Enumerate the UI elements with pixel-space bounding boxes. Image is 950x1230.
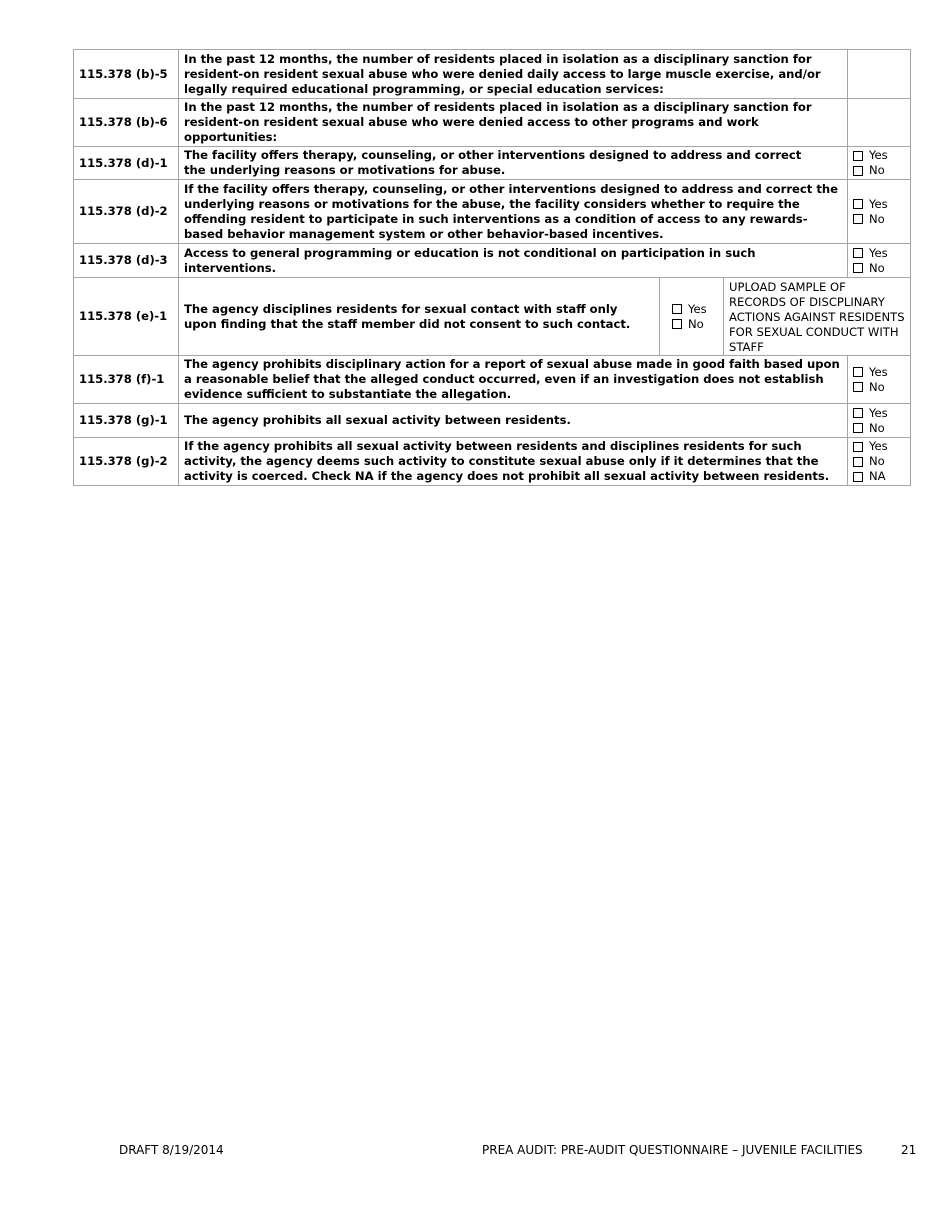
question-code: 115.378 (f)-1 bbox=[74, 356, 179, 404]
option-yes[interactable]: Yes bbox=[853, 246, 905, 261]
option-no[interactable]: No bbox=[853, 163, 905, 178]
checkbox-icon[interactable] bbox=[853, 199, 863, 209]
question-row bbox=[74, 404, 911, 438]
question-row bbox=[74, 50, 911, 99]
option-yes[interactable]: Yes bbox=[853, 406, 905, 421]
question-code: 115.378 (b)-6 bbox=[74, 99, 179, 147]
checkbox-icon[interactable] bbox=[853, 408, 863, 418]
checkbox-icon[interactable] bbox=[853, 367, 863, 377]
checkbox-icon[interactable] bbox=[672, 304, 682, 314]
answer-options bbox=[848, 356, 911, 404]
question-text: If the agency prohibits all sexual activity between residents and disciplines residents for such activity, the agency deems such activity to constitute sexual abuse only if it determines that the activity is coerced. Check NA if the agency does not prohibit all sexual activity between residents. bbox=[179, 438, 848, 486]
question-code: 115.378 (e)-1 bbox=[74, 278, 179, 356]
answer-options bbox=[660, 278, 724, 356]
option-yes[interactable]: Yes bbox=[672, 302, 718, 317]
option-no[interactable]: No bbox=[853, 261, 905, 276]
option-yes[interactable]: Yes bbox=[853, 365, 905, 380]
question-text: The agency prohibits all sexual activity between residents. bbox=[179, 404, 848, 438]
option-yes[interactable]: Yes bbox=[853, 197, 905, 212]
questionnaire-table bbox=[73, 49, 911, 486]
question-row bbox=[74, 99, 911, 147]
option-yes[interactable]: Yes bbox=[853, 439, 905, 454]
answer-options bbox=[848, 438, 911, 486]
option-no[interactable]: No bbox=[853, 421, 905, 436]
footer-page-number: 21 bbox=[901, 1143, 917, 1157]
question-code: 115.378 (d)-3 bbox=[74, 244, 179, 278]
question-text: The agency disciplines residents for sexual contact with staff only upon finding that the staff member did not consent to such contact. bbox=[179, 278, 660, 356]
checkbox-icon[interactable] bbox=[672, 319, 682, 329]
question-text: Access to general programming or education is not conditional on participation in such interventions. bbox=[179, 244, 848, 278]
option-no[interactable]: No bbox=[853, 212, 905, 227]
answer-options bbox=[848, 404, 911, 438]
question-row bbox=[74, 180, 911, 244]
answer-options bbox=[848, 147, 911, 180]
checkbox-icon[interactable] bbox=[853, 457, 863, 467]
question-code: 115.378 (d)-1 bbox=[74, 147, 179, 180]
question-code: 115.378 (g)-1 bbox=[74, 404, 179, 438]
question-row bbox=[74, 438, 911, 486]
question-text: If the facility offers therapy, counseling, or other interventions designed to address and correct the underlying reasons or motivations for the abuse, the facility considers whether to require the offending resident to participate in such interventions as a condition of access to any rewards-based behavior management system or other behavior-based incentives. bbox=[179, 180, 848, 244]
question-text: The facility offers therapy, counseling, or other interventions designed to address and correct the underlying reasons or motivations for abuse. bbox=[179, 147, 848, 180]
answer-options bbox=[848, 244, 911, 278]
question-code: 115.378 (g)-2 bbox=[74, 438, 179, 486]
question-text: In the past 12 months, the number of residents placed in isolation as a disciplinary sanction for resident-on resident sexual abuse who were denied daily access to large muscle exercise, and/or legally required educational programming, or special education services: bbox=[179, 50, 848, 99]
option-no[interactable]: No bbox=[672, 317, 718, 332]
checkbox-icon[interactable] bbox=[853, 263, 863, 273]
answer-options bbox=[848, 180, 911, 244]
option-na[interactable]: NA bbox=[853, 469, 905, 484]
checkbox-icon[interactable] bbox=[853, 472, 863, 482]
checkbox-icon[interactable] bbox=[853, 151, 863, 161]
option-no[interactable]: No bbox=[853, 454, 905, 469]
question-row bbox=[74, 244, 911, 278]
question-text: The agency prohibits disciplinary action for a report of sexual abuse made in good faith based upon a reasonable belief that the alleged conduct occurred, even if an investigation does not establish evidence sufficient to substantiate the allegation. bbox=[179, 356, 848, 404]
question-row bbox=[74, 147, 911, 180]
option-yes[interactable]: Yes bbox=[853, 148, 905, 163]
upload-instruction: UPLOAD SAMPLE OF RECORDS OF DISCPLINARY ACTIONS AGAINST RESIDENTS FOR SEXUAL CONDUCT WITH STAFF bbox=[724, 278, 911, 356]
question-code: 115.378 (b)-5 bbox=[74, 50, 179, 99]
question-code: 115.378 (d)-2 bbox=[74, 180, 179, 244]
checkbox-icon[interactable] bbox=[853, 248, 863, 258]
question-text: In the past 12 months, the number of residents placed in isolation as a disciplinary sanction for resident-on resident sexual abuse who were denied access to other programs and work opportunities: bbox=[179, 99, 848, 147]
footer-draft-date: DRAFT 8/19/2014 bbox=[119, 1143, 224, 1157]
footer-document-title: PREA AUDIT: PRE-AUDIT QUESTIONNAIRE – JUVENILE FACILITIES bbox=[482, 1143, 863, 1157]
checkbox-icon[interactable] bbox=[853, 382, 863, 392]
answer-input[interactable] bbox=[848, 99, 911, 147]
option-no[interactable]: No bbox=[853, 380, 905, 395]
checkbox-icon[interactable] bbox=[853, 442, 863, 452]
answer-input[interactable] bbox=[848, 50, 911, 99]
checkbox-icon[interactable] bbox=[853, 166, 863, 176]
question-row bbox=[74, 356, 911, 404]
checkbox-icon[interactable] bbox=[853, 423, 863, 433]
question-row bbox=[74, 278, 911, 356]
checkbox-icon[interactable] bbox=[853, 214, 863, 224]
